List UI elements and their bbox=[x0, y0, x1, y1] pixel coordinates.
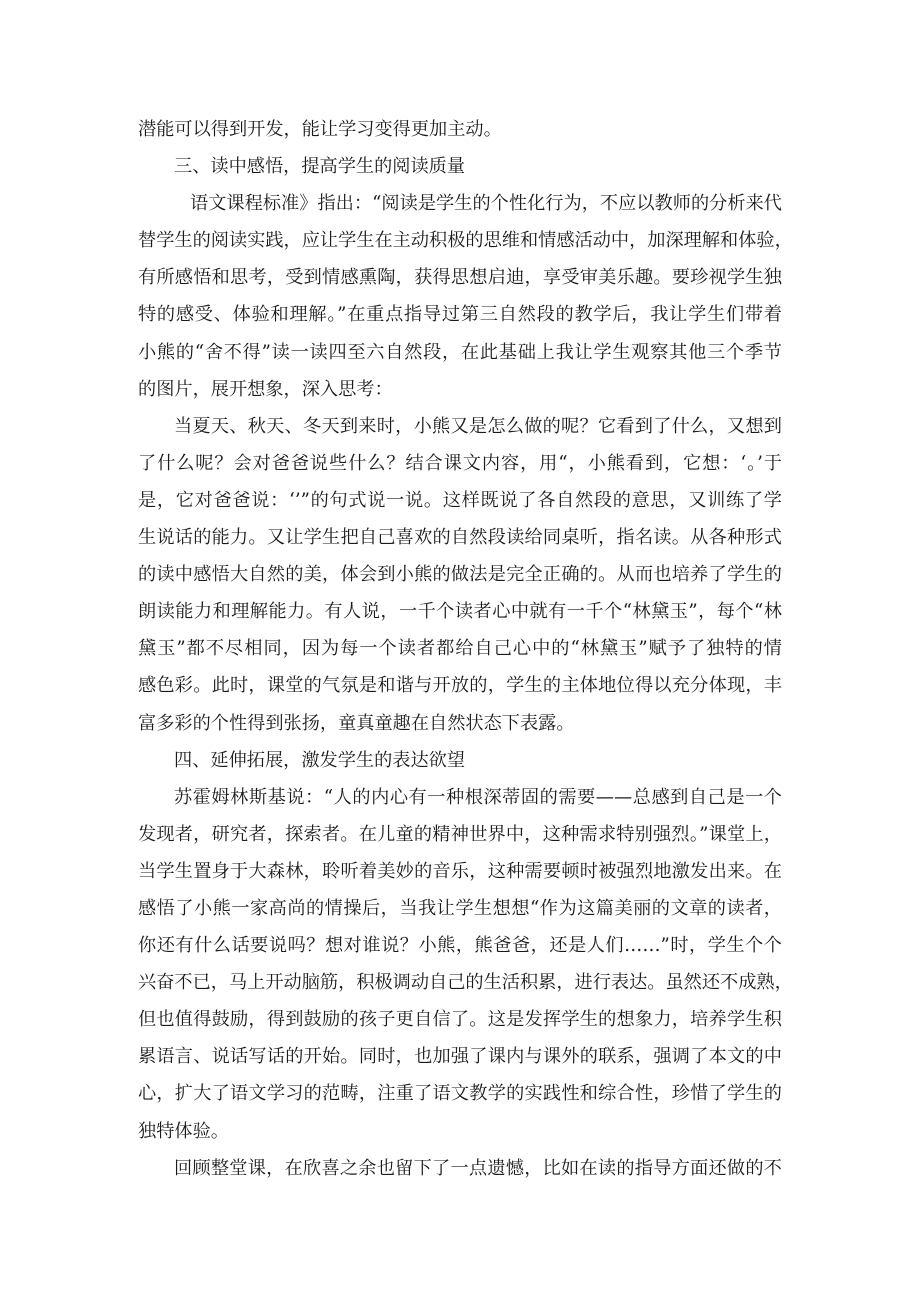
paragraph-line: 生说话的能力。又让学生把自己喜欢的自然段读给同桌听，指名读。从各种形式 bbox=[138, 527, 782, 549]
paragraph-line: 回顾整堂课，在欣喜之余也留下了一点遗憾，比如在读的指导方面还做的不 bbox=[174, 1157, 782, 1179]
paragraph-line: 有所感悟和思考，受到情感熏陶，获得思想启迪，享受审美乐趣。要珍视学生独 bbox=[138, 267, 782, 289]
document-body bbox=[138, 111, 793, 1187]
paragraph-line: 感色彩。此时，课堂的气氛是和谐与开放的，学生的主体地位得以充分体现，丰 bbox=[138, 675, 782, 697]
paragraph-line: 潜能可以得到开发，能让学习变得更加主动。 bbox=[138, 119, 502, 140]
paragraph-line: 富多彩的个性得到张扬，童真童趣在自然状态下表露。 bbox=[138, 712, 575, 734]
paragraph-line: 朗读能力和理解能力。有人说，一千个读者心中就有一千个“林黛玉”，每个“林 bbox=[138, 601, 782, 623]
paragraph-line: 心，扩大了语文学习的范畴，注重了语文教学的实践性和综合性，珍惜了学生的 bbox=[138, 1083, 782, 1105]
paragraph-line: 的读中感悟大自然的美，体会到小熊的做法是完全正确的。从而也培养了学生的 bbox=[138, 564, 782, 586]
paragraph-line: 当学生置身于大森林，聆听着美妙的音乐，这种需要顿时被强烈地激发出来。在 bbox=[138, 860, 782, 882]
paragraph-line: 的图片，展开想象，深入思考： bbox=[138, 378, 393, 400]
paragraph-line: 了什么呢？会对爸爸说些什么？结合课文内容，用“，小熊看到，它想：‘。’于 bbox=[138, 452, 782, 474]
paragraph-line: 苏霍姆林斯基说：“人的内心有一种根深蒂固的需要——总感到自己是一个 bbox=[174, 786, 782, 808]
paragraph-line: 替学生的阅读实践，应让学生在主动积极的思维和情感活动中，加深理解和体验， bbox=[138, 230, 793, 252]
paragraph-line: 你还有什么话要说吗？想对谁说？小熊，熊爸爸，还是人们……”时，学生个个 bbox=[138, 935, 782, 957]
paragraph-line: 但也值得鼓励，得到鼓励的孩子更自信了。这是发挥学生的想象力，培养学生积 bbox=[138, 1009, 782, 1031]
section-heading: 四、延伸拓展，激发学生的表达欲望 bbox=[174, 749, 466, 771]
paragraph-line: 发现者，研究者，探索者。在儿童的精神世界中，这种需求特别强烈。”课堂上， bbox=[138, 823, 782, 845]
paragraph-line: 感悟了小熊一家高尚的情操后，当我让学生想想“作为这篇美丽的文章的读者， bbox=[138, 897, 782, 919]
section-heading: 三、读中感悟，提高学生的阅读质量 bbox=[174, 156, 466, 178]
paragraph-line: 独特体验。 bbox=[138, 1120, 229, 1142]
paragraph-line: 特的感受、体验和理解。”在重点指导过第三自然段的教学后，我让学生们带着 bbox=[138, 304, 782, 326]
paragraph-line: 小熊的“舍不得”读一读四至六自然段，在此基础上我让学生观察其他三个季节 bbox=[138, 341, 782, 363]
paragraph-line: 黛玉”都不尽相同，因为每一个读者都给自己心中的“林黛玉”赋予了独特的情 bbox=[138, 638, 782, 660]
paragraph-line: 语文课程标准》指出：“阅读是学生的个性化行为，不应以教师的分析来代 bbox=[190, 193, 782, 215]
paragraph-line: 兴奋不已，马上开动脑筋，积极调动自己的生活积累，进行表达。虽然还不成熟， bbox=[138, 972, 793, 994]
paragraph-line: 当夏天、秋天、冬天到来时，小熊又是怎么做的呢？它看到了什么，又想到 bbox=[174, 415, 782, 437]
paragraph-line: 累语言、说话写话的开始。同时，也加强了课内与课外的联系，强调了本文的中 bbox=[138, 1046, 782, 1068]
paragraph-line: 是，它对爸爸说：‘’”的句式说一说。这样既说了各自然段的意思，又训练了学 bbox=[138, 489, 782, 511]
